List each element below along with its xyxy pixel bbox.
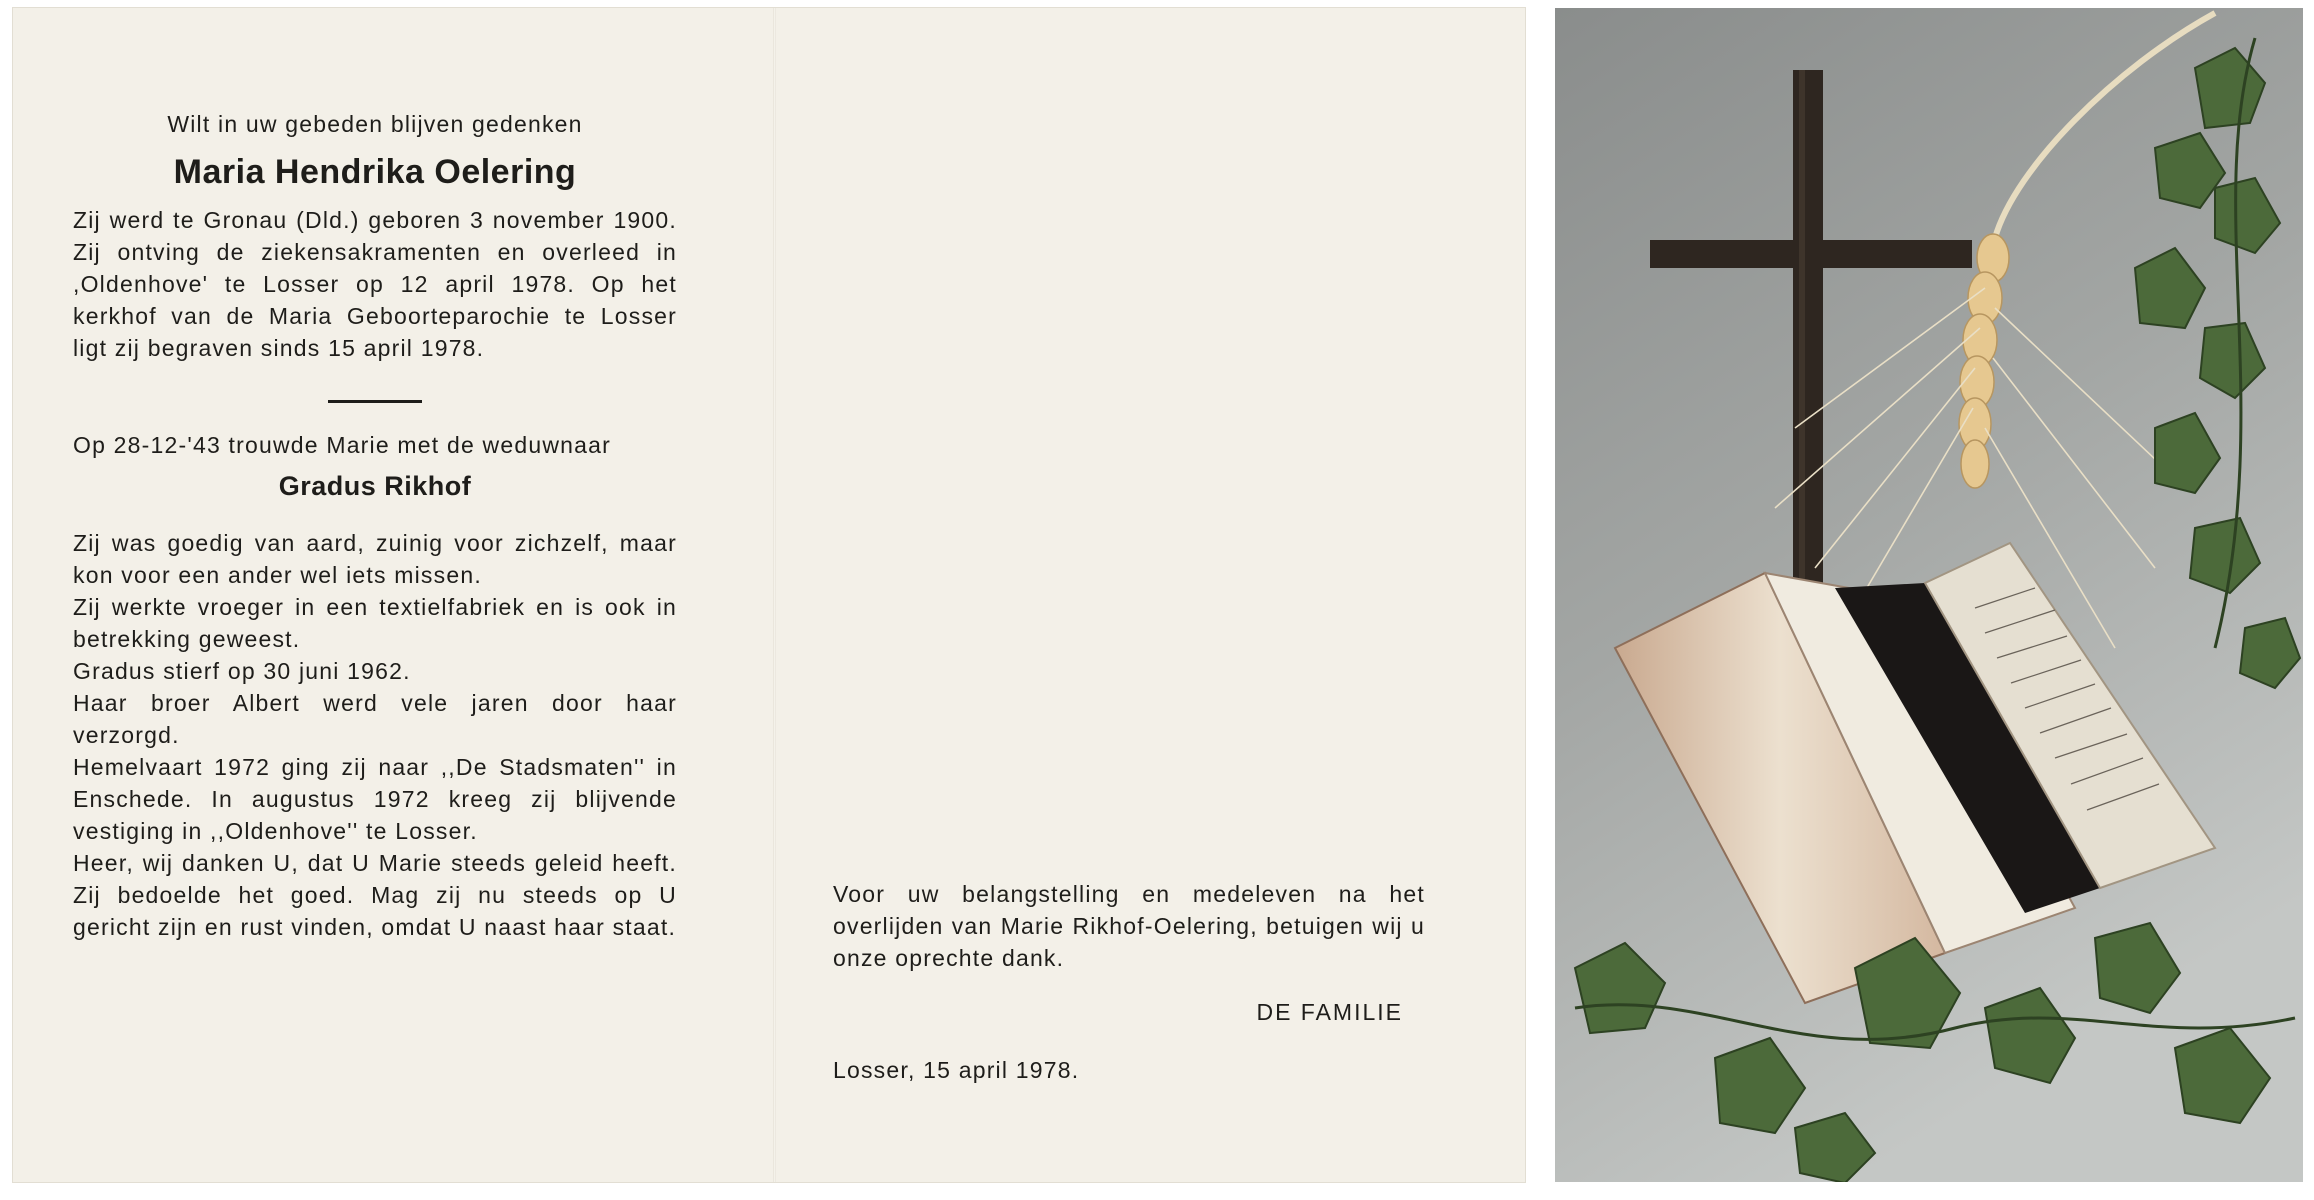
paragraph: Gradus stierf op 30 juni 1962.: [73, 658, 411, 684]
thanks-text: Voor uw belangstelling en medeleven na het overlijden van Marie Rikhof-Oelering, betuigen wij u onze oprechte dank.: [833, 881, 1425, 971]
left-panel: [73, 108, 677, 943]
paragraph: Haar broer Albert werd vele jaren door haar verzorgd.: [73, 690, 677, 748]
paragraph: Zij was goedig van aard, zuinig voor zichzelf, maar kon voor een ander wel iets missen.: [73, 530, 677, 588]
deceased-name: Maria Hendrika Oelering: [173, 153, 577, 191]
paragraph: Zij werkte vroeger in een textielfabriek en is ook in betrekking geweest.: [73, 594, 677, 652]
memorial-card: [13, 8, 1525, 1182]
signature: DE FAMILIE: [1256, 999, 1403, 1025]
devotional-photo: [1555, 8, 2303, 1182]
paragraph: Heer, wij danken U, dat U Marie steeds geleid heeft. Zij bedoelde het goed. Mag zij nu steeds op U gericht zijn en rust vinden, omdat U naast haar staat.: [73, 850, 677, 940]
marriage-line: Op 28-12-'43 trouwde Marie met de weduwnaar: [73, 432, 611, 458]
spouse-name: Gradus Rikhof: [278, 471, 472, 501]
intro-line: Wilt in uw gebeden blijven gedenken: [167, 111, 583, 137]
right-panel: [833, 878, 1425, 1086]
place-date: Losser, 15 april 1978.: [833, 1057, 1080, 1083]
paragraph: Hemelvaart 1972 ging zij naar ,,De Stadsmaten'' in Enschede. In augustus 1972 kreeg zij blijvende vestiging in ,,Oldenhove'' te Losser.: [73, 754, 677, 844]
card-fold: [773, 8, 776, 1182]
divider: [328, 400, 422, 403]
biography: Zij werd te Gronau (Dld.) geboren 3 november 1900. Zij ontving de ziekensakramenten en overleed in ,Oldenhove' te Losser op 12 april 1978. Op het kerkhof van de Maria Geboorteparochie te Losser ligt zij begraven sinds 15 april 1978.: [73, 207, 677, 361]
